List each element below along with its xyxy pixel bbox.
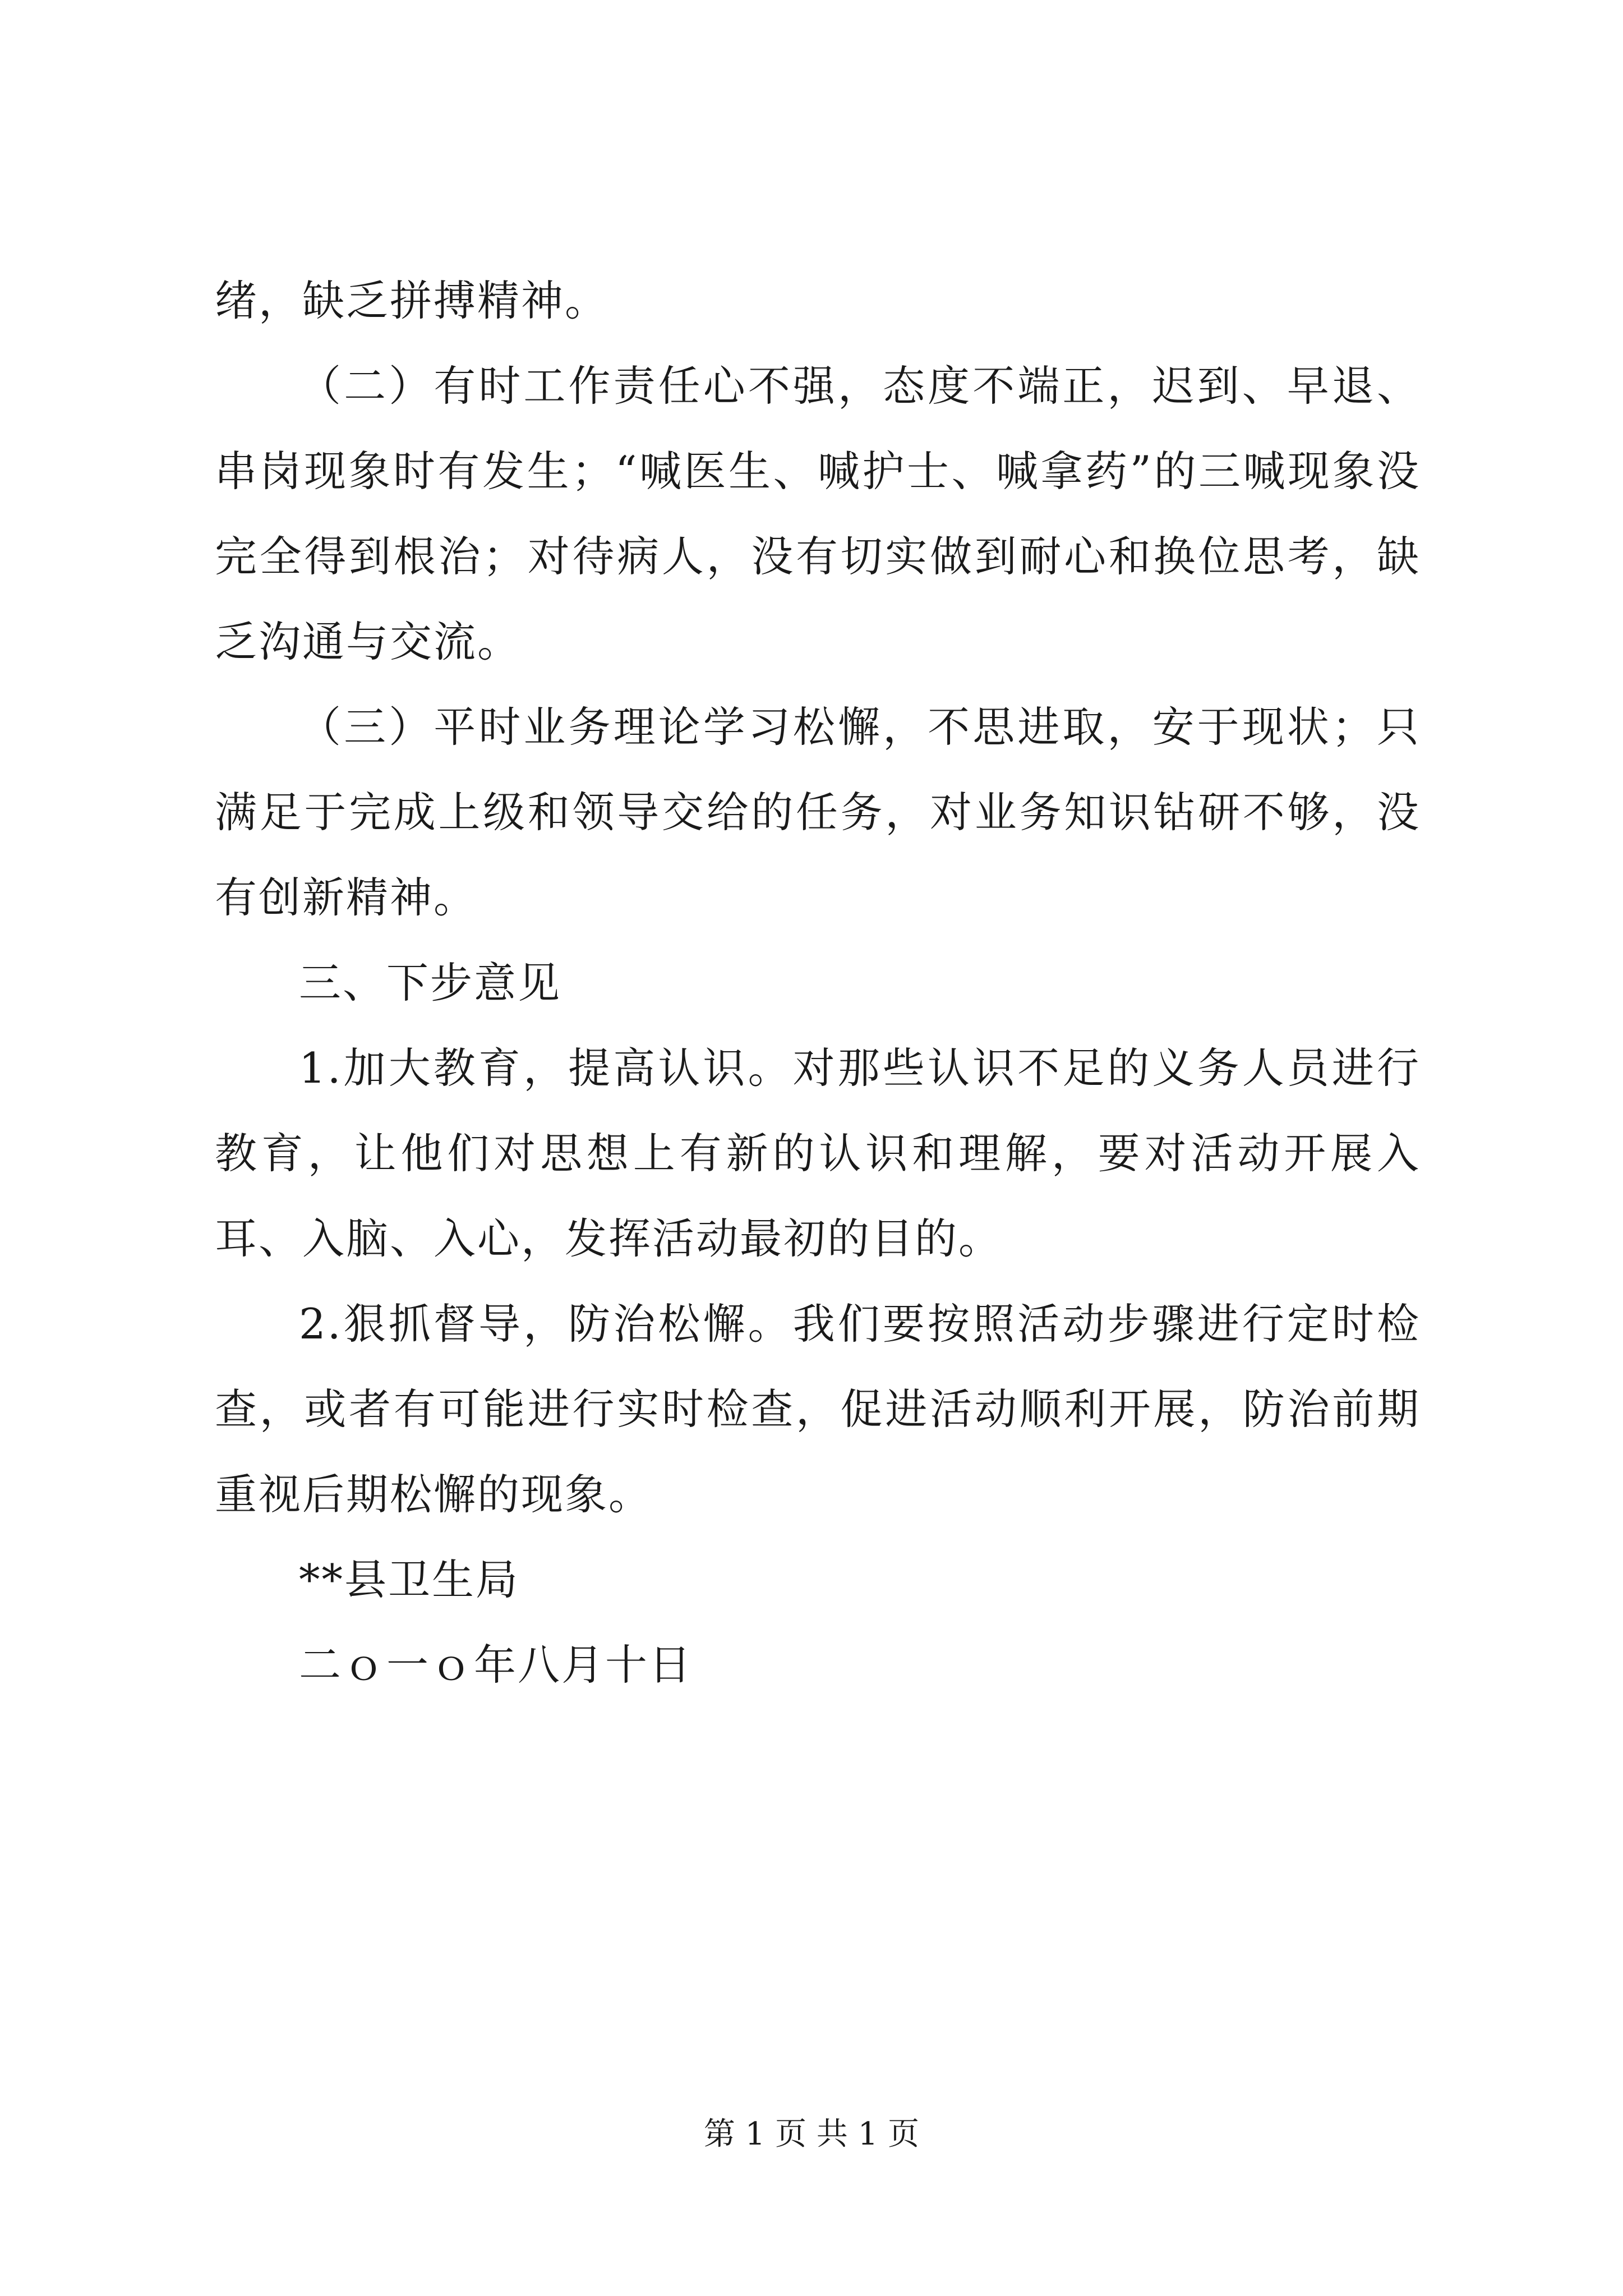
paragraph-item-2: （二）有时工作责任心不强，态度不端正，迟到、早退、串岗现象时有发生；“喊医生、喊护士、喊拿药”的三喊现象没完全得到根治；对待病人，没有切实做到耐心和换位思考，缺乏沟通与交流。	[215, 361, 1421, 666]
paragraph-step-2: 2.狠抓督导，防治松懈。我们要按照活动步骤进行定时检查，或者有可能进行实时检查，促进活动顺利开展，防治前期重视后期松懈的现象。	[215, 1299, 1421, 1519]
section-heading-next-steps: 三、下步意见	[299, 958, 562, 1007]
document-body	[215, 258, 1421, 1708]
signature-date: 二ｏ一ｏ年八月十日	[299, 1640, 693, 1690]
paragraph-continuation: 绪，缺乏拼搏精神。	[215, 276, 609, 325]
signature-organization: **县卫生局	[299, 1555, 520, 1604]
paragraph-step-1: 1.加大教育，提高认识。对那些认识不足的义务人员进行教育，让他们对思想上有新的认识和理解，要对活动开展入耳、入脑、入心，发挥活动最初的目的。	[215, 1043, 1421, 1263]
page-footer: 第 1 页 共 1 页	[703, 2116, 920, 2152]
paragraph-item-3: （三）平时业务理论学习松懈，不思进取，安于现状；只满足于完成上级和领导交给的任务，对业务知识钻研不够，没有创新精神。	[215, 702, 1421, 922]
